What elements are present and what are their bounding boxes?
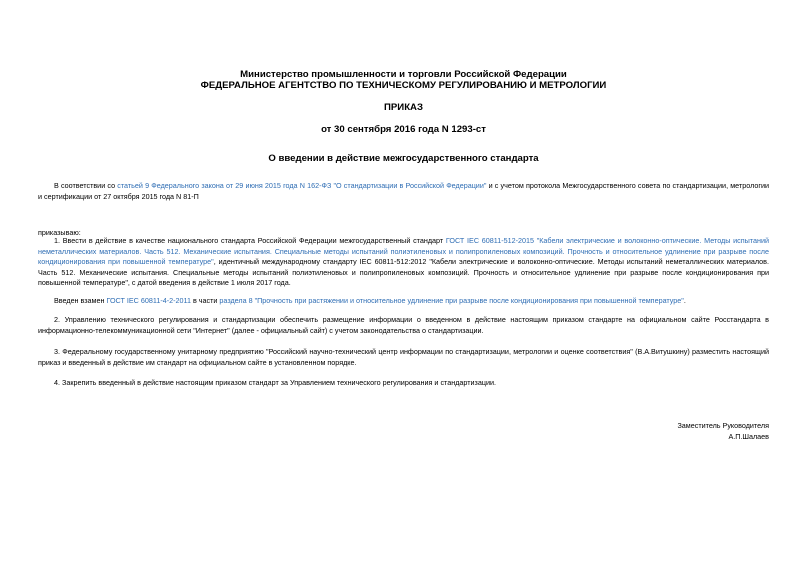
signatory-name: А.П.Шалаев [728,432,769,441]
item-1-suffix: , идентичный международному стандарту IEC 60811-512:2012 "Кабели электрические и волоконно-оптические. Методы испытаний неметаллических материалов. Часть 512. Механические испытания. Специальные методы испытаний полиэтиленовых и полипропиленовых композиций. Прочность и относительное удлинение при разрыве после кондиционирования при повышенной температуре", с датой введения в действие 1 июля 2017 года. [38,257,769,288]
gost-iec-60811-4-2-2011-link[interactable]: ГОСТ IEC 60811-4-2-2011 [106,296,191,305]
intro-suffix: и с учетом протокола Межгосударственного совета по стандартизации, метрологии и сертификации от 27 октября 2015 года N 81-П [38,181,769,201]
section-8-link[interactable]: раздела 8 "Прочность при растяжении и относительное удлинение при разрыве после кондиционирования при повышенной температуре" [219,296,684,305]
item-2-paragraph: 2. Управлению технического регулирования и стандартизации обеспечить размещение информации о введенном в действие настоящим приказом стандарте на официальном сайте Росстандарта в информационно-телекоммуникационной сети "Интернет" (далее - официальный сайт) с учетом законодательства о стандартизации. [38,315,769,335]
item-4-paragraph: 4. Закрепить введенный в действие настоящим приказом стандарт за Управлением технического регулирования и стандартизации. [54,378,496,387]
item-3-paragraph: 3. Федеральному государственному унитарному предприятию "Российский научно-технический центр информации по стандартизации, метрологии и оценке соответствия" (В.А.Витушкину) разместить настоящий приказ и введенный в действие им стандарт на официальном сайте в установленном порядке. [38,347,769,367]
intro-prefix: В соответствии со [54,181,118,190]
gost-iec-60811-512-2015-link[interactable]: ГОСТ IEC 60811-512-2015 "Кабели электрические и волоконно-оптические. Методы испытаний неметаллических материалов. Часть 512. Механические испытания. Специальные методы испытаний полиэтиленовых и полипропиленовых композиций. Прочность и относительное удлинение при разрыве после кондиционирования при повышенной температуре" [38,236,769,267]
item-1-paragraph [38,236,769,289]
ministry-heading: Министерство промышленности и торговли Российской Федерации [240,69,567,80]
date-number-heading: от 30 сентября 2016 года N 1293-ст [321,124,486,135]
agency-heading: ФЕДЕРАЛЬНОЕ АГЕНТСТВО ПО ТЕХНИЧЕСКОМУ РЕГУЛИРОВАНИЮ И МЕТРОЛОГИИ [200,80,607,91]
prikazyvayu-label: приказываю: [38,228,81,237]
document-type-heading: ПРИКАЗ [384,102,423,113]
vveden-suffix: . [683,296,686,305]
item-1-prefix: 1. Ввести в действие в качестве национального стандарта Российской Федерации межгосударственный стандарт [54,236,446,245]
vveden-prefix: Введен взамен [54,296,107,305]
replaced-standard-paragraph [38,296,769,307]
vveden-middle: в части [190,296,220,305]
document-subject-heading: О введении в действие межгосударственного стандарта [268,153,539,164]
signatory-title: Заместитель Руководителя [677,421,769,430]
intro-paragraph [38,181,769,202]
federal-law-link[interactable]: статьей 9 Федерального закона от 29 июня 2015 года N 162-ФЗ "О стандартизации в Российской Федерации" [117,181,487,190]
